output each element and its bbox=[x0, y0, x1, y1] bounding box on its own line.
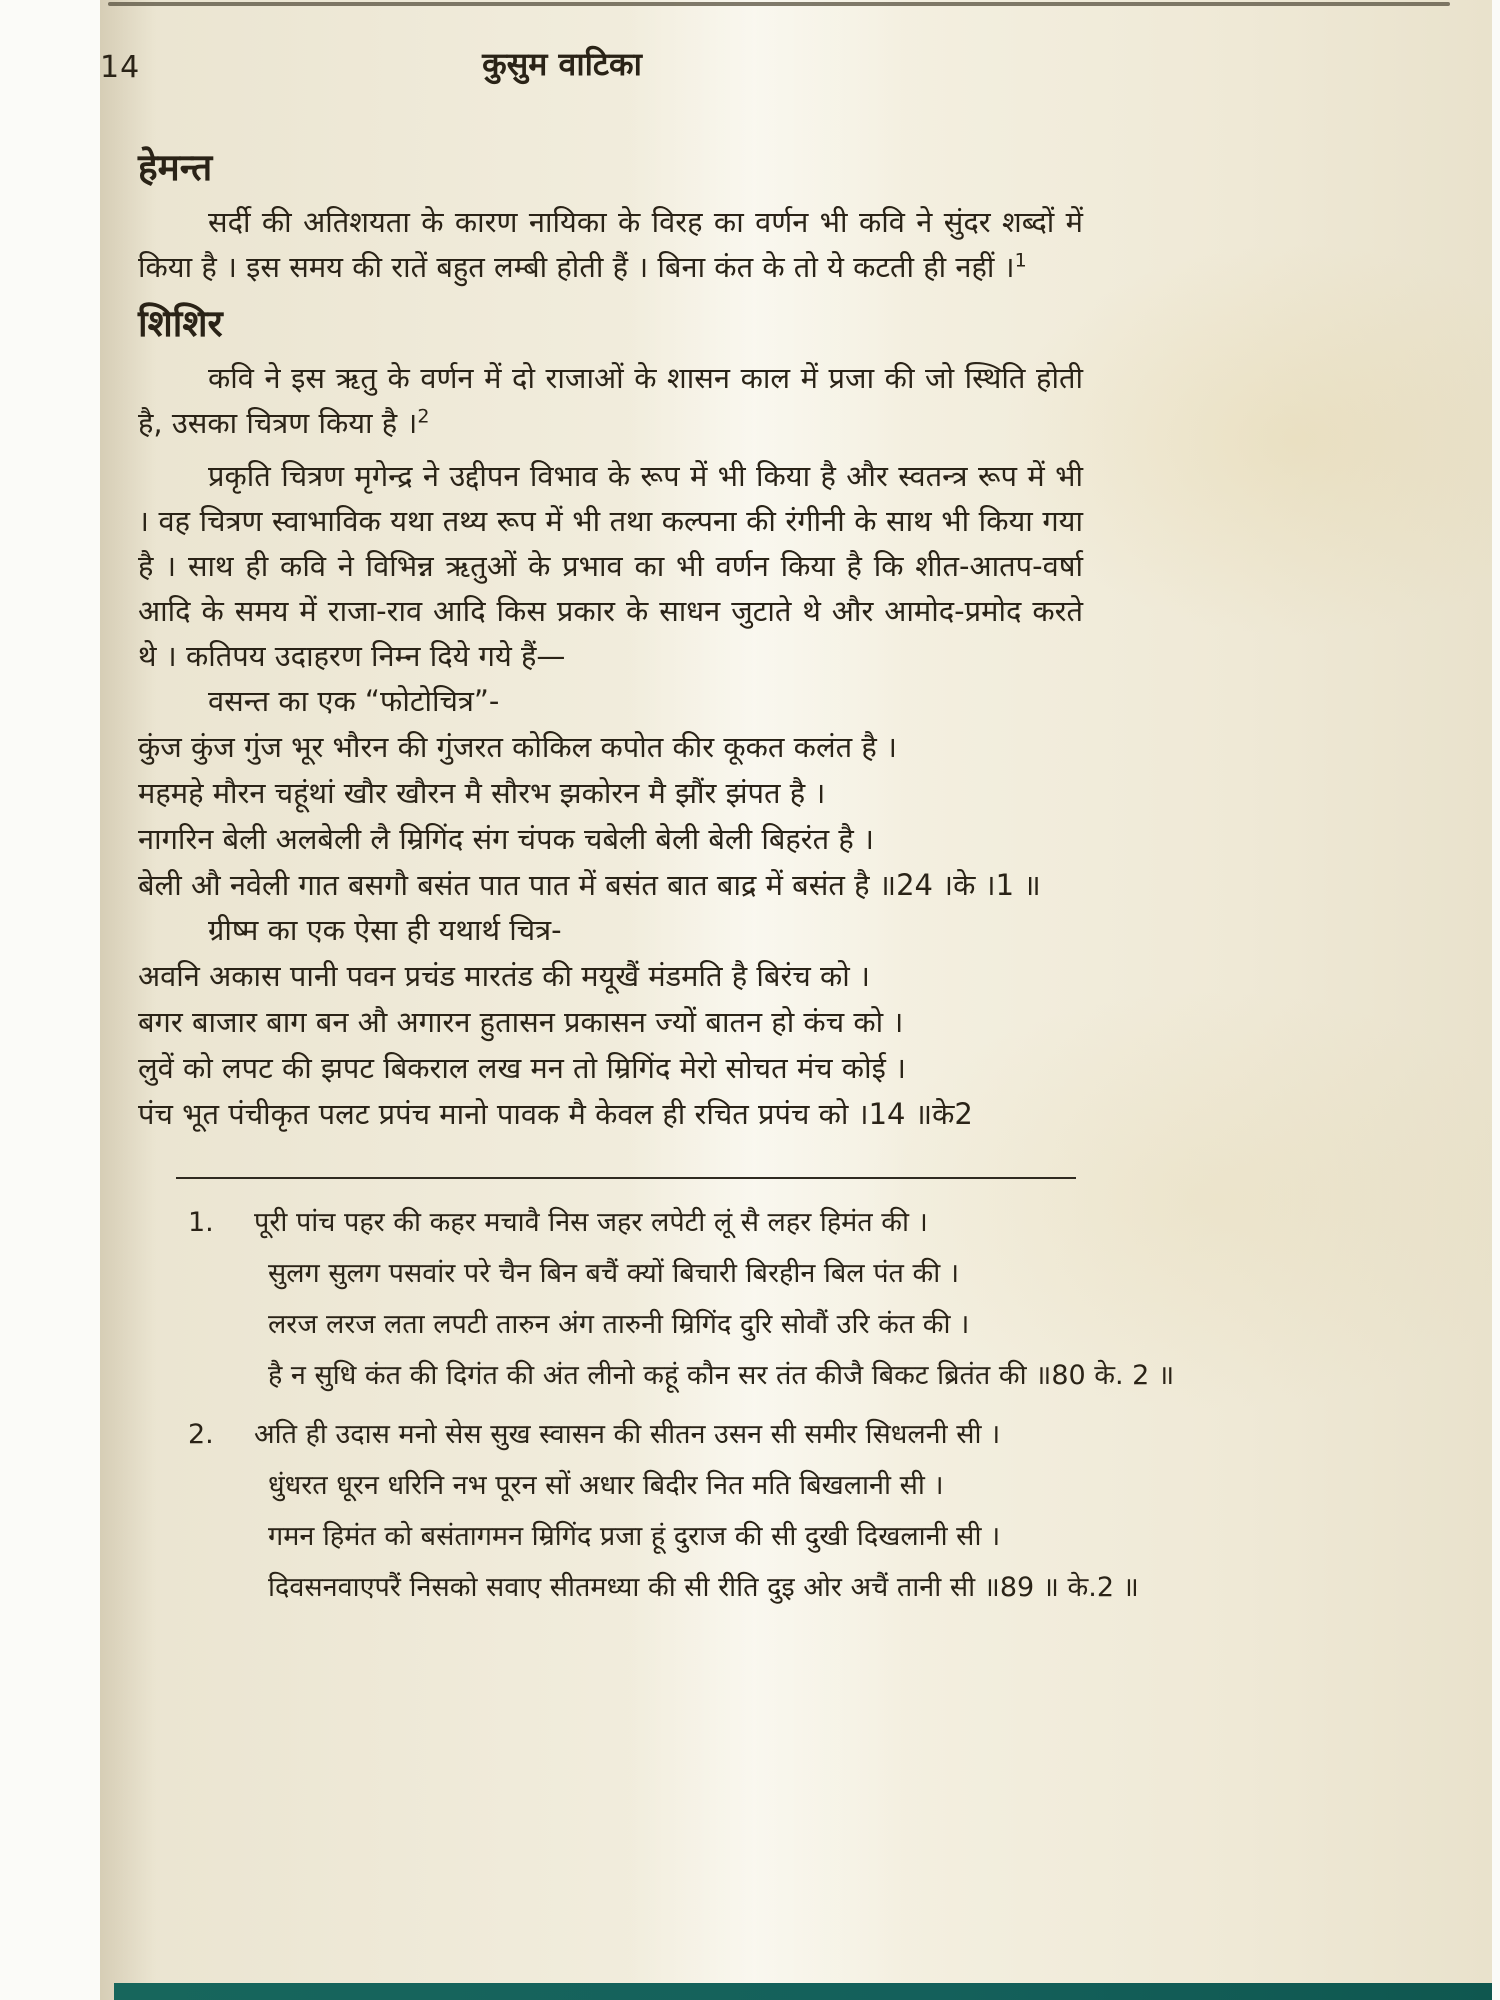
footnote-text bbox=[254, 1409, 1139, 1613]
book-page bbox=[100, 0, 1492, 2000]
footnote-1 bbox=[188, 1197, 1175, 1401]
footnote-line: लरज लरज लता लपटी तारुन अंग तारुनी म्रिगिंद दुरि सोवौं उरि कंत की । bbox=[268, 1309, 970, 1340]
verse-line: अवनि अकास पानी पवन प्रचंड मारतंड की मयूखैं मंडमति है बिरंच को । bbox=[138, 959, 870, 993]
page-number: 14 bbox=[100, 50, 141, 85]
section-heading-shishir: शिशिर bbox=[138, 302, 223, 345]
verse-line: बेली औ नवेली गात बसगौ बसंत पात पात में बसंत बात बाद्र में बसंत है ॥24 ।के ।1 ॥ bbox=[138, 868, 1041, 902]
page-body bbox=[100, 144, 1175, 1613]
footnote-line: है न सुधि कंत की दिगंत की अंत लीनो कहूं कौन सर तंत कीजै बिकट ब्रितंत की ॥80 के. 2 ॥ bbox=[268, 1360, 1175, 1391]
paragraph-hemant bbox=[138, 200, 1083, 290]
footnote-marker: 1. bbox=[188, 1207, 214, 1238]
page-header bbox=[100, 0, 1492, 100]
footnote-marker: 2. bbox=[188, 1419, 214, 1450]
paragraph-shishir-1-text: कवि ने इस ऋतु के वर्णन में दो राजाओं के शासन काल में प्रजा की जो स्थिति होती है, उसका चित्रण किया है । bbox=[138, 361, 1083, 440]
verse-line: पंच भूत पंचीकृत पलट प्रपंच मानो पावक मै केवल ही रचित प्रपंच को ।14 ॥के2 bbox=[138, 1097, 973, 1131]
paragraph-shishir-1 bbox=[138, 356, 1083, 446]
footnote-line: सुलग सुलग पसवांर परे चैन बिन बचैं क्यों बिचारी बिरहीन बिल पंत की । bbox=[268, 1258, 960, 1289]
footnote-ref-1: 1 bbox=[1014, 249, 1027, 272]
verse-line: नागरिन बेली अलबेली लै म्रिगिंद संग चंपक चबेली बेली बेली बिहरंत है । bbox=[138, 822, 875, 856]
footnote-line: गमन हिमंत को बसंतागमन म्रिगिंद प्रजा हूं दुराज की सी दुखी दिखलानी सी । bbox=[268, 1521, 1001, 1552]
footnotes-section bbox=[138, 1197, 1175, 1613]
paragraph-shishir-2: प्रकृति चित्रण मृगेन्द्र ने उद्दीपन विभाव के रूप में भी किया है और स्वतन्त्र रूप में भी । वह चित्रण स्वाभाविक यथा तथ्य रूप में भी तथा कल्पना की रंगीनी के साथ भी किया गया है । साथ ही कवि ने विभिन्न ऋतुओं के प्रभाव का भी वर्णन किया है कि शीत-आतप-वर्षा आदि के समय में राजा-राव आदि किस प्रकार के साधन जुटाते थे और आमोद-प्रमोद करते थे । कतिपय उदाहरण निम्न दिये गये हैं— bbox=[138, 459, 1083, 673]
footnote-text bbox=[254, 1197, 1174, 1401]
footnote-line: अति ही उदास मनो सेस सुख स्वासन की सीतन उसन सी समीर सिधलनी सी । bbox=[254, 1419, 1001, 1450]
scan-edge-bottom bbox=[114, 1983, 1492, 2000]
footnote-2 bbox=[188, 1409, 1139, 1613]
footnote-ref-2: 2 bbox=[417, 405, 430, 428]
caption-vasant: वसन्त का एक “फोटोचित्र”- bbox=[208, 684, 500, 718]
verse-line: महमहे मौरन चहूंथां खौर खौरन मै सौरभ झकोरन मै झौंर झंपत है । bbox=[138, 776, 826, 810]
verse-line: लुवें को लपट की झपट बिकराल लख मन तो म्रिगिंद मेरो सोचत मंच कोई । bbox=[138, 1051, 907, 1085]
verse-vasant bbox=[138, 724, 1083, 908]
footnote-line: पूरी पांच पहर की कहर मचावै निस जहर लपेटी लूं सै लहर हिमंत की । bbox=[254, 1207, 928, 1238]
footnote-divider bbox=[176, 1177, 1076, 1179]
footnote-line: धुंधरत धूरन धरिनि नभ पूरन सों अधार बिदीर नित मति बिखलानी सी । bbox=[268, 1470, 944, 1501]
verse-line: कुंज कुंज गुंज भूर भौरन की गुंजरत कोकिल कपोत कीर कूकत कलंत है । bbox=[138, 730, 897, 764]
verse-line: बगर बाजार बाग बन औ अगारन हुतासन प्रकासन ज्यों बातन हो कंच को । bbox=[138, 1005, 904, 1039]
running-title: कुसुम वाटिका bbox=[482, 45, 642, 83]
footnote-line: दिवसनवाएपरैं निसको सवाए सीतमध्या की सी रीति दुइ ओर अचैं तानी सी ॥89 ॥ के.2 ॥ bbox=[268, 1572, 1139, 1603]
section-heading-hemant: हेमन्त bbox=[138, 146, 213, 189]
caption-grishma: ग्रीष्म का एक ऐसा ही यथार्थ चित्र- bbox=[208, 913, 562, 947]
verse-grishma bbox=[138, 953, 1083, 1137]
paragraph-hemant-text: सर्दी की अतिशयता के कारण नायिका के विरह का वर्णन भी कवि ने सुंदर शब्दों में किया है । इस समय की रातें बहुत लम्बी होती हैं । बिना कंत के तो ये कटती ही नहीं । bbox=[138, 205, 1083, 284]
